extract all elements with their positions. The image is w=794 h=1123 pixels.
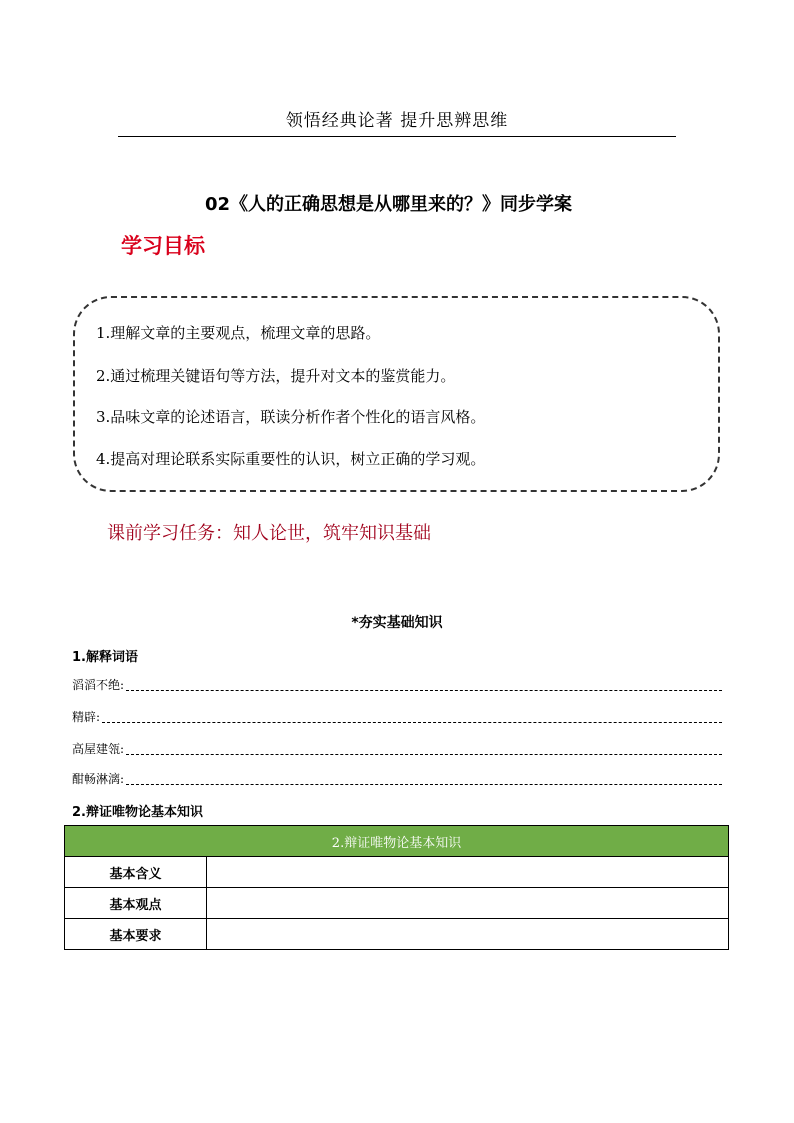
table-row <box>65 919 729 950</box>
learning-goals-heading: 学习目标 <box>121 234 205 258</box>
table-answer-cell[interactable] <box>207 919 729 950</box>
vocab-term: 高屋建瓴: <box>72 742 125 756</box>
table-answer-cell[interactable] <box>207 857 729 888</box>
vocab-term: 酣畅淋漓: <box>72 772 125 786</box>
basics-section-title: *夯实基础知识 <box>351 615 443 631</box>
learning-goal-item: 1.理解文章的主要观点，梳理文章的思路。 <box>96 324 381 342</box>
vocab-answer-blank[interactable] <box>126 742 722 755</box>
learning-goal-item: 3.品味文章的论述语言，联读分析作者个性化的语言风格。 <box>96 408 486 426</box>
vocab-answer-blank[interactable] <box>126 772 722 785</box>
learning-goal-item: 2.通过梳理关键语句等方法，提升对文本的鉴赏能力。 <box>96 367 456 385</box>
question-2-title: 2.辩证唯物论基本知识 <box>72 805 203 820</box>
vocab-answer-blank[interactable] <box>102 710 722 723</box>
table-row-label: 基本含义 <box>65 857 207 888</box>
learning-goals-box <box>73 296 720 492</box>
table-row-label: 基本观点 <box>65 888 207 919</box>
page-header-title: 领悟经典论著 提升思辨思维 <box>285 111 509 131</box>
vocab-item <box>72 770 722 787</box>
materialism-knowledge-table <box>64 825 729 950</box>
pre-class-task-heading: 课前学习任务：知人论世，筑牢知识基础 <box>107 523 431 544</box>
document-title: 02《人的正确思想是从哪里来的？》同步学案 <box>205 194 573 215</box>
vocab-term: 滔滔不绝: <box>72 678 125 692</box>
vocab-item <box>72 740 722 757</box>
table-row <box>65 888 729 919</box>
question-1-title: 1.解释词语 <box>72 650 138 665</box>
header-divider <box>118 136 676 137</box>
vocab-item <box>72 708 722 725</box>
table-header: 2.辩证唯物论基本知识 <box>65 826 729 857</box>
vocab-item <box>72 676 722 693</box>
learning-goal-item: 4.提高对理论联系实际重要性的认识，树立正确的学习观。 <box>96 450 486 468</box>
vocab-answer-blank[interactable] <box>126 678 722 691</box>
table-answer-cell[interactable] <box>207 888 729 919</box>
table-row <box>65 857 729 888</box>
vocab-term: 精辟: <box>72 710 101 724</box>
table-row-label: 基本要求 <box>65 919 207 950</box>
